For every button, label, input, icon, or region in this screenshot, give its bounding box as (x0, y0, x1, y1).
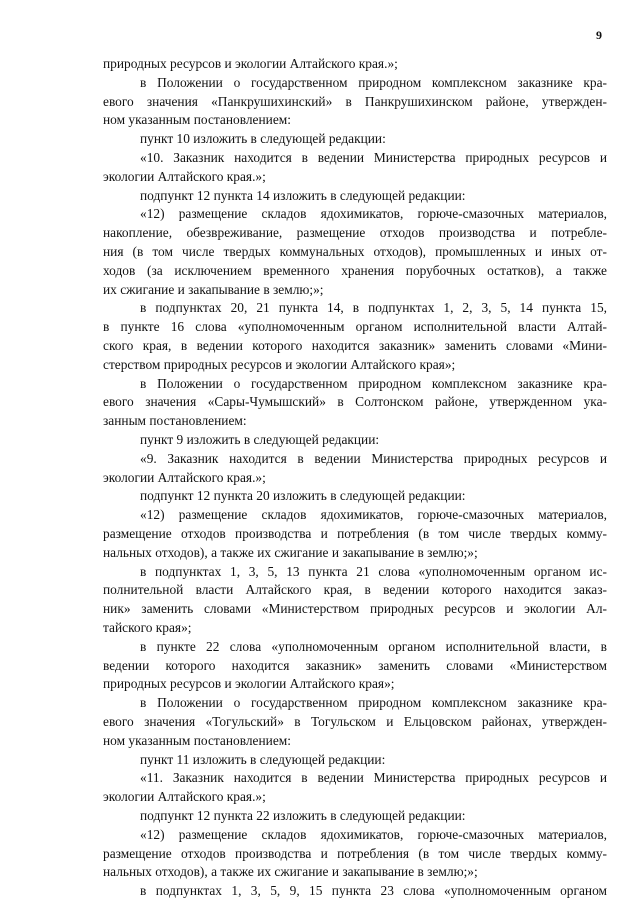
text-line: пункт 11 изложить в следующей редакции: (140, 751, 386, 767)
text-line: размещение отходов производства и потребления (в том числе твердых комму- (103, 845, 607, 861)
text-line: «12) размещение складов ядохимикатов, горюче-смазочных материалов, (140, 206, 607, 222)
text-line: экологии Алтайского края.»; (103, 789, 266, 805)
text-line: ном указанным постановлением: (103, 112, 291, 128)
text-line: природных ресурсов и экологии Алтайского края»; (103, 676, 395, 692)
text-line: размещение отходов производства и потребления (в том числе твердых комму- (103, 526, 607, 541)
text-line: евого значения «Тогульский» в Тогульском и Ельцовском районах, утвержден- (103, 714, 607, 729)
text-line: в Положении о государственном природном комплексном заказнике кра- (140, 695, 607, 711)
text-line: в Положении о государственном природном комплексном заказнике кра- (140, 74, 607, 90)
text-line: «12) размещение складов ядохимикатов, горюче-смазочных материалов, (140, 826, 607, 842)
text-line: нальных отходов), а также их сжигание и закапывание в землю;»; (103, 864, 478, 880)
text-line: в пункте 16 слова «уполномоченным органом исполнительной власти Алтай- (103, 319, 607, 335)
text-line: ния (в том числе твердых коммунальных отходов), промышленных и иных от- (103, 244, 607, 259)
text-line: экологии Алтайского края.»; (103, 168, 266, 184)
text-line: ского края, в ведении которого находится заказник» заменить словами «Мини- (103, 338, 607, 353)
text-line: нальных отходов), а также их сжигание и закапывание в землю;»; (103, 544, 478, 560)
text-line: тайского края»; (103, 620, 192, 635)
text-line: в пункте 22 слова «уполномоченным органом исполнительной власти, в (140, 638, 607, 654)
text-line: полнительной власти Алтайского края, в ведении которого находится заказ- (103, 582, 607, 598)
text-line: подпункт 12 пункта 22 изложить в следующей редакции: (140, 808, 466, 823)
text-line: ведении которого находится заказник» заменить словами «Министерством (103, 657, 607, 673)
text-line: их сжигание и закапывание в землю;»; (103, 281, 324, 297)
text-line: «12) размещение складов ядохимикатов, горюче-смазочных материалов, (140, 507, 607, 523)
text-line: природных ресурсов и экологии Алтайского края.»; (103, 56, 398, 71)
text-line: ходов (за исключением временного хранения порубочных остатков), а также (103, 262, 607, 278)
text-line: в подпунктах 20, 21 пункта 14, в подпунктах 1, 2, 3, 5, 14 пункта 15, (140, 300, 607, 316)
text-line: «10. Заказник находится в ведении Министерства природных ресурсов и (140, 150, 607, 165)
text-line: занным постановлением: (103, 413, 247, 429)
text-line: евого значения «Панкрушихинский» в Панкрушихинском районе, утвержден- (103, 93, 607, 109)
text-line: экологии Алтайского края.»; (103, 469, 266, 485)
text-line: пункт 9 изложить в следующей редакции: (140, 432, 380, 447)
text-line: в подпунктах 1, 3, 5, 13 пункта 21 слова «уполномоченным органом ис- (140, 563, 607, 579)
text-line: «9. Заказник находится в ведении Министерства природных ресурсов и (140, 450, 607, 466)
text-line: в Положении о государственном природном комплексном заказнике кра- (140, 375, 607, 391)
page-number: 9 (596, 28, 602, 42)
text-line: евого значения «Сары-Чумышский» в Солтонском районе, утвержденном ука- (103, 394, 607, 410)
text-line: подпункт 12 пункта 14 изложить в следующей редакции: (140, 187, 466, 203)
text-line: стерством природных ресурсов и экологии Алтайского края»; (103, 356, 456, 372)
text-line: в подпунктах 1, 3, 5, 9, 15 пункта 23 слова «уполномоченным органом (140, 883, 607, 899)
text-line: ном указанным постановлением: (103, 732, 291, 748)
text-line: ник» заменить словами «Министерством природных ресурсов и экологии Ал- (103, 601, 607, 617)
text-line: подпункт 12 пункта 20 изложить в следующей редакции: (140, 488, 466, 504)
text-line: «11. Заказник находится в ведении Министерства природных ресурсов и (140, 770, 607, 786)
text-line: пункт 10 изложить в следующей редакции: (140, 131, 386, 147)
text-line: накопление, обезвреживание, размещение отходов производства и потребле- (103, 225, 607, 241)
